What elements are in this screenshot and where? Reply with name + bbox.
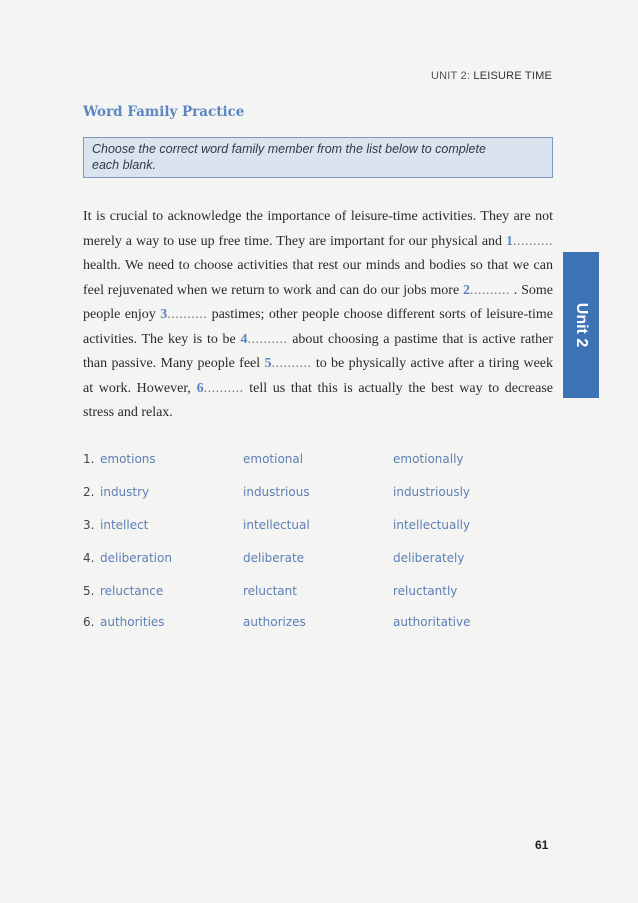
blank-2: ..........	[469, 282, 510, 298]
option-word: intellectually	[393, 518, 471, 532]
option-number: 3.	[83, 518, 95, 532]
option-word: industriously	[393, 485, 471, 499]
option-word: emotions	[100, 452, 156, 466]
unit-side-tab	[563, 252, 599, 398]
option-word: reluctant	[243, 584, 297, 598]
blank-number-2: 2	[462, 282, 470, 298]
blank-number-1: 1	[506, 233, 513, 249]
blank-number-4: 4	[240, 331, 248, 347]
option-word: emotionally	[393, 452, 464, 466]
blank-5: ..........	[271, 356, 312, 371]
instruction-text: Choose the correct word family member from the list below to complete each blank.	[92, 142, 486, 172]
blank-6: ..........	[203, 380, 244, 396]
option-word: reluctantly	[393, 584, 458, 598]
option-number: 5.	[83, 584, 95, 598]
side-tab-label: Unit 2	[573, 302, 590, 348]
option-row	[83, 615, 553, 646]
option-word: reluctance	[100, 584, 164, 598]
option-word: intellect	[100, 518, 149, 532]
option-word: deliberately	[393, 551, 465, 565]
blank-number-3: 3	[160, 307, 168, 322]
option-number: 1.	[83, 452, 95, 466]
instruction-box	[83, 137, 553, 178]
option-row	[83, 551, 553, 584]
option-word: intellectual	[243, 518, 310, 532]
blank-number-6: 6	[196, 380, 204, 396]
blank-3: ..........	[167, 307, 208, 322]
passage-text: to be physically active after a tiring week at work. However,	[83, 356, 553, 396]
blank-number-5: 5	[264, 356, 272, 371]
header-unit-title: LEISURE TIME	[473, 70, 552, 82]
option-word: deliberate	[243, 551, 305, 565]
blank-4: ..........	[247, 331, 288, 347]
passage-text: . Some people enjoy	[83, 282, 553, 322]
running-header	[431, 70, 552, 82]
option-row	[83, 584, 553, 615]
option-row	[83, 485, 553, 518]
passage-text: It is crucial to acknowledge the importance of leisure-time activities. They are not merely a way to use up free time. They are important for our physical and	[83, 209, 553, 249]
passage-text: health. We need to choose activities that rest our minds and bodies so that we can feel rejuvenated when we return to work and can do our jobs more	[83, 258, 553, 298]
option-number: 4.	[83, 551, 95, 565]
option-word: industrious	[243, 485, 310, 499]
page-number: 61	[535, 838, 549, 852]
option-word: authorizes	[243, 615, 306, 629]
passage-text: about choosing a pastime that is active rather than passive. Many people feel	[83, 331, 553, 371]
option-word: emotional	[243, 452, 304, 466]
passage-paragraph	[83, 205, 553, 426]
header-unit-number: UNIT 2:	[431, 70, 471, 82]
option-word: deliberation	[100, 551, 172, 565]
word-options-list	[83, 452, 553, 646]
section-title: Word Family Practice	[83, 104, 245, 120]
passage-text: pastimes; other people choose different sorts of leisure-time activities. The key is to be	[83, 307, 553, 347]
option-number: 2.	[83, 485, 95, 499]
option-row	[83, 518, 553, 551]
passage-text: tell us that this is actually the best way to decrease stress and relax.	[83, 380, 553, 420]
option-row	[83, 452, 553, 485]
option-number: 6.	[83, 615, 95, 629]
option-word: authoritative	[393, 615, 471, 629]
blank-1: ..........	[513, 233, 553, 249]
option-word: authorities	[100, 615, 165, 629]
option-word: industry	[100, 485, 150, 499]
